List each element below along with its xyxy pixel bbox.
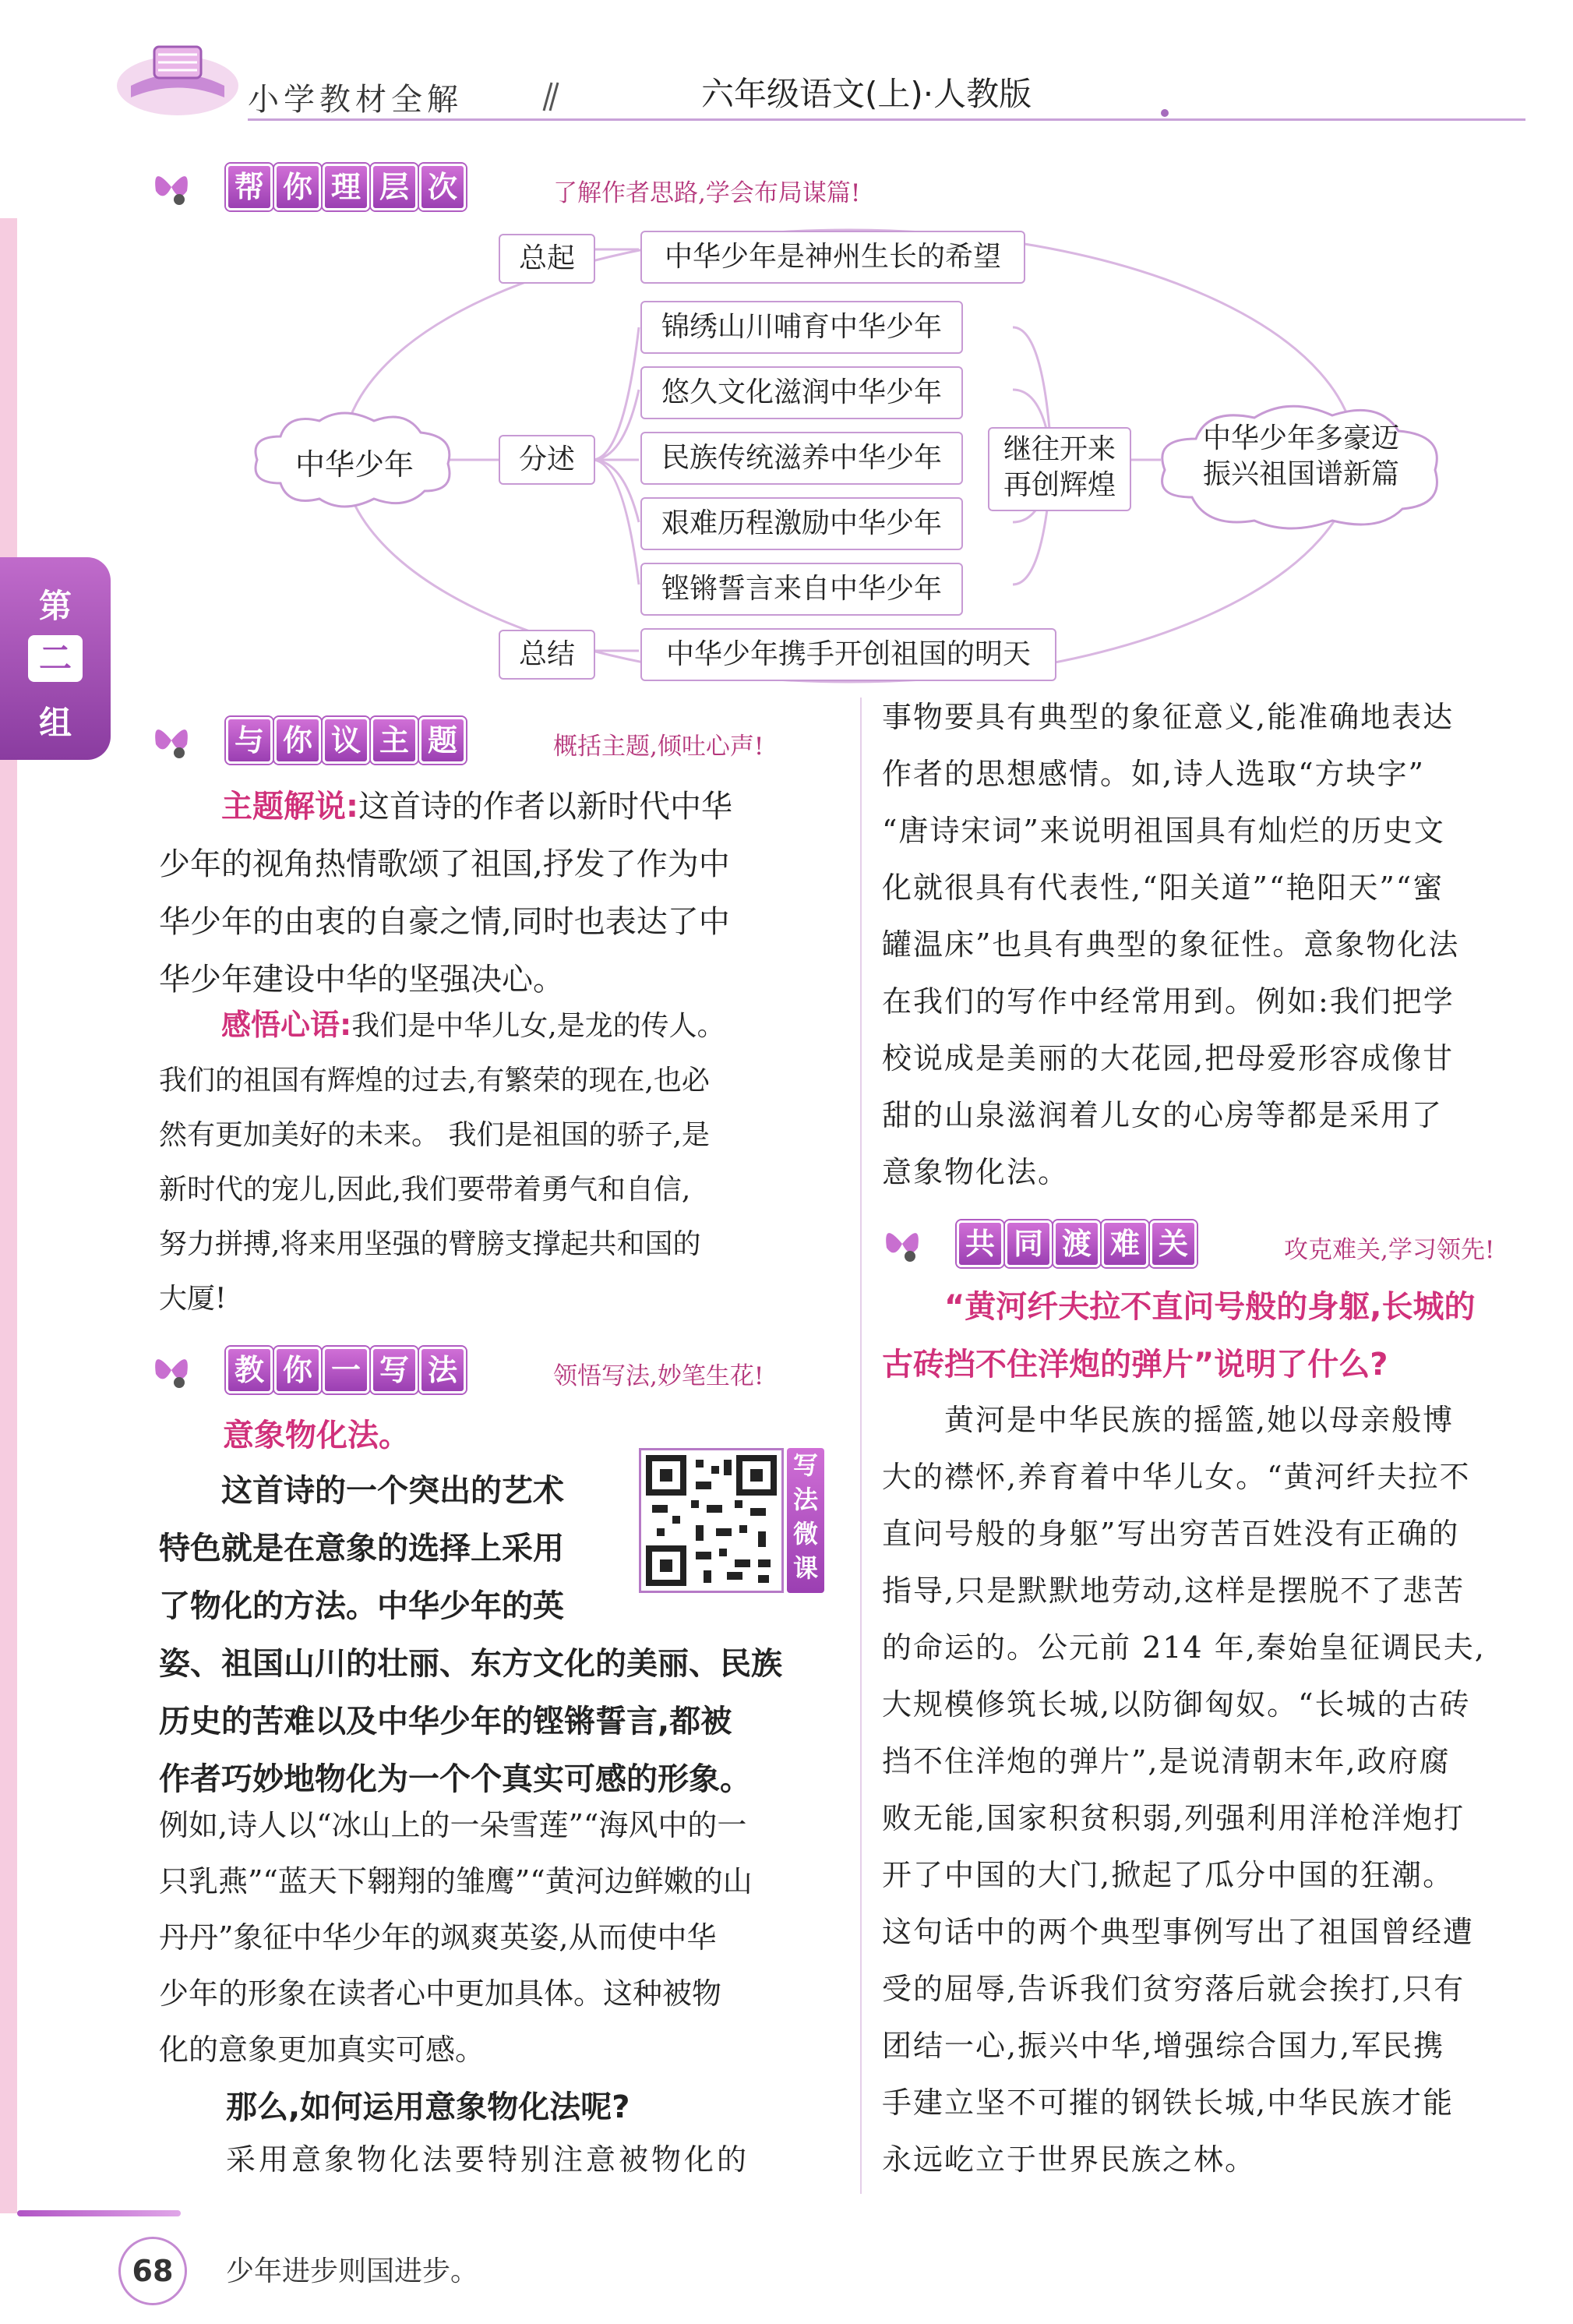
middle-box [988,427,1131,511]
continuation-paragraph [882,689,1552,1201]
section-title-char: 议 [323,717,369,764]
text-line: 然有更加美好的未来。 我们是祖国的骄子,是 [159,1119,710,1151]
section-header-writing [148,1339,834,1401]
page-number: 68 [118,2237,187,2305]
section-title-char: 层 [371,164,418,210]
text-line: 历史的苦难以及中华少年的铿锵誓言,都被 [159,1704,732,1739]
text-line: 少年的视角热情歌颂了祖国,抒发了作为中 [159,846,730,882]
section-header-theme [148,709,834,772]
text-line: 丹丹”象征中华少年的飒爽英姿,从而使中华 [159,1920,717,1955]
text-line: 例如,诗人以“冰山上的一朵雪莲”“海风中的一 [159,1808,747,1842]
text-line: 大厦! [159,1283,227,1315]
header-rule [248,118,1525,121]
text-line: “黄河纤夫拉不直问号般的身躯,长城的 [944,1289,1476,1325]
text-line: 作者的思想感情。如,诗人选取“方块字” [882,757,1425,791]
text-line: 特色就是在意象的选择上采用 [159,1531,564,1566]
text-line: 我们是中华儿女,是龙的传人。 [351,1010,725,1042]
mindmap-root: 中华少年 [294,447,414,482]
text-line: 只乳燕”“蓝天下翱翔的雏鹰”“黄河边鲜嫩的山 [159,1864,753,1898]
body-item: 悠久文化滋润中华少年 [640,366,963,419]
branch-intro: 总起 [499,234,595,284]
text-line: 化的意象更加真实可感。 [159,2033,485,2067]
branch-body: 分述 [499,435,595,485]
text-line: 化就很具有代表性,“阳关道”“艳阳天”“蜜 [882,871,1444,905]
text-line: 意象物化法。 [882,1155,1070,1189]
theme-paragraph [159,778,829,1008]
section-title-char: 你 [274,717,321,764]
footer-motto: 少年进步则国进步。 [226,2255,479,2287]
column-divider [860,698,862,2194]
answer-paragraph [882,1392,1552,2188]
section-title-char: 教 [226,1347,273,1393]
middle-box-line: 继往开来 [1003,433,1116,465]
body-item: 艰难历程激励中华少年 [640,497,963,550]
text-line: 的命运的。公元前 214 年,秦始皇征调民夫, [882,1630,1486,1665]
side-decoration-strip [0,218,17,2213]
section-title-char: 法 [419,1347,466,1393]
text-line: 作者巧妙地物化为一个个真实可感的形象。 [159,1761,751,1797]
section-header-structure [148,156,927,218]
difficulty-question [882,1278,1552,1393]
text-line: 姿、祖国山川的壮丽、东方文化的美丽、民族 [159,1646,782,1682]
text-line: 这句话中的两个典型事例写出了祖国曾经遭 [882,1915,1475,1949]
section-title-char: 共 [957,1220,1003,1267]
qr-label-char: 课 [792,1553,818,1583]
butterfly-icon [148,709,195,764]
section-header-difficulty [879,1213,1564,1275]
text-line: 罐温床”也具有典型的象征性。意象物化法 [882,927,1460,962]
method-paragraph [159,1797,837,2078]
unit-tab-line3: 组 [38,704,72,742]
section-title-char: 渡 [1053,1220,1100,1267]
theme-label: 主题解说: [221,789,358,825]
butterfly-icon [879,1213,926,1267]
text-line: 在我们的写作中经常用到。例如:我们把学 [882,984,1455,1019]
text-line: 黄河是中华民族的摇篮,她以母亲般博 [944,1403,1455,1437]
qr-label-char: 写 [792,1450,818,1480]
conclusion-cloud [1153,421,1449,493]
section-tagline: 领悟写法,妙笔生花! [553,1362,764,1390]
section-title-char: 帮 [226,164,273,210]
section-title-char: 与 [226,717,273,764]
section-title-char: 关 [1150,1220,1197,1267]
text-line: 我们的祖国有辉煌的过去,有繁荣的现在,也必 [159,1065,710,1097]
text-line: 大的襟怀,养育着中华儿女。“黄河纤夫拉不 [882,1460,1471,1494]
section-title-char: 题 [419,717,466,764]
section-tagline: 概括主题,倾吐心声! [553,733,764,761]
book-logo-icon [115,31,240,117]
body-item: 民族传统滋养中华少年 [640,432,963,485]
text-line: 这首诗的一个突出的艺术 [221,1473,564,1509]
text-line: 受的屈辱,告诉我们贫穷落后就会挨打,只有 [882,1972,1465,2006]
text-line: 永远屹立于世界民族之林。 [882,2142,1257,2177]
text-line: 了物化的方法。中华少年的英 [159,1588,564,1624]
footer-rule [17,2210,181,2216]
text-line: 古砖挡不住洋炮的弹片”说明了什么? [882,1347,1388,1383]
section-tagline: 了解作者思路,学会布局谋篇! [553,179,861,207]
text-line: 少年的形象在读者心中更加具体。这种被物 [159,1976,722,2011]
method-question: 那么,如何运用意象物化法呢? [226,2089,630,2125]
header-book-title: 六年级语文(上)·人教版 [701,75,1032,113]
section-title-char: 你 [274,1347,321,1393]
end-item: 中华少年携手开创祖国的明天 [640,628,1056,681]
text-line: 事物要具有典型的象征意义,能准确地表达 [882,700,1455,734]
method-title: 意象物化法。 [223,1418,410,1453]
text-line: 大规模修筑长城,以防御匈奴。“长城的古砖 [882,1687,1471,1722]
text-line: 新时代的宠儿,因此,我们要带着勇气和自信, [159,1174,691,1206]
method-bold-paragraph [159,1462,837,1808]
text-line: 团结一心,振兴中华,增强综合国力,军民携 [882,2029,1445,2063]
middle-box-line: 再创辉煌 [1003,469,1116,501]
section-title-char: 主 [371,717,418,764]
header-slash-icon [538,81,561,112]
cloud-line: 振兴祖国谱新篇 [1202,458,1399,490]
text-line: 努力拼搏,将来用坚强的臂膀支撑起共和国的 [159,1228,701,1260]
body-item: 铿锵誓言来自中华少年 [640,563,963,616]
butterfly-icon [148,156,195,210]
unit-tab-line2: 二 [28,635,83,682]
text-line: 手建立坚不可摧的钢铁长城,中华民族才能 [882,2086,1455,2120]
section-title-char: 理 [323,164,369,210]
text-line: 挡不住洋炮的弹片”,是说清朝末年,政府腐 [882,1744,1451,1778]
text-line: 甜的山泉滋润着儿女的心房等都是采用了 [882,1098,1444,1132]
method-last-line: 采用意象物化法要特别注意被物化的 [226,2142,750,2177]
section-tagline: 攻克难关,学习领先! [1284,1236,1495,1264]
unit-tab [0,557,111,760]
branch-end: 总结 [499,630,595,680]
text-line: 华少年的由衷的自豪之情,同时也表达了中 [159,904,730,940]
section-title-char: 同 [1005,1220,1052,1267]
unit-tab-line1: 第 [38,587,72,625]
body-item: 锦绣山川哺育中华少年 [640,301,963,354]
feeling-paragraph [159,998,829,1326]
butterfly-icon [148,1339,195,1393]
header-dot [1161,109,1169,117]
text-line: 败无能,国家积贫积弱,列强利用洋枪洋炮打 [882,1801,1465,1835]
section-title-char: 写 [371,1347,418,1393]
text-line: 华少年建设中华的坚强决心。 [159,962,564,998]
cloud-line: 中华少年多豪迈 [1202,422,1399,454]
text-line: 这首诗的作者以新时代中华 [358,789,732,825]
intro-item: 中华少年是神州生长的希望 [640,231,1025,284]
text-line: 直问号般的身躯”写出穷苦百姓没有正确的 [882,1517,1460,1551]
text-line: 校说成是美丽的大花园,把母爱形容成像甘 [882,1041,1455,1075]
qr-label-char: 微 [792,1519,818,1549]
section-title-char: 一 [323,1347,369,1393]
text-line: “唐诗宋词”来说明祖国具有灿烂的历史文 [882,814,1445,848]
section-title-char: 难 [1102,1220,1148,1267]
text-line: 指导,只是默默地劳动,这样是摆脱不了悲苦 [882,1573,1465,1608]
qr-label-char: 法 [792,1485,818,1514]
text-line: 开了中国的大门,掀起了瓜分中国的狂潮。 [882,1858,1455,1892]
header-series-title: 小学教材全解 [248,82,463,118]
section-title-char: 你 [274,164,321,210]
feeling-label: 感悟心语: [221,1008,352,1042]
section-title-char: 次 [419,164,466,210]
